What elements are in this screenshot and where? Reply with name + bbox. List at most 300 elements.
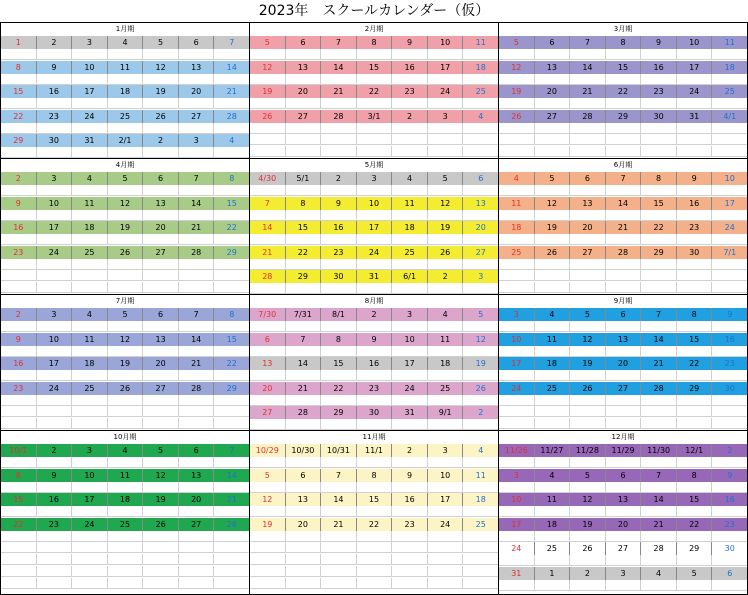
day-cell: 12 — [250, 493, 286, 506]
blank-cell — [357, 146, 393, 157]
blank-cell — [428, 542, 464, 553]
blank-cell — [214, 370, 249, 381]
day-cell: 25 — [712, 85, 747, 98]
day-cell: 24 — [428, 85, 464, 98]
day-cell: 14 — [570, 61, 606, 74]
blank-cell — [535, 185, 571, 196]
blank-row — [1, 321, 249, 332]
day-cell: 15 — [214, 197, 249, 210]
blank-row — [1, 482, 249, 493]
month-title: 10月期 — [113, 433, 137, 441]
blank-cell — [712, 555, 747, 566]
blank-cell — [535, 346, 571, 357]
day-cell: 25 — [499, 246, 535, 259]
blank-cell — [499, 580, 535, 591]
week-row — [1, 85, 249, 98]
blank-cell — [108, 321, 144, 332]
day-cell: 30 — [712, 382, 747, 395]
day-cell: 3 — [37, 308, 73, 321]
day-cell: 2 — [712, 444, 747, 457]
blank-cell — [250, 49, 286, 60]
blank-row — [250, 134, 498, 145]
week-row — [250, 85, 498, 98]
day-cell: 18 — [463, 61, 498, 74]
blank-cell — [37, 395, 73, 406]
blank-cell — [357, 506, 393, 517]
month-title: 9月期 — [613, 297, 633, 305]
blank-cell — [357, 395, 393, 406]
blank-cell — [677, 282, 713, 293]
blank-cell — [677, 580, 713, 591]
day-cell: 11 — [499, 197, 535, 210]
day-cell: 13 — [606, 333, 642, 346]
day-cell: 3 — [499, 308, 535, 321]
day-cell: 10/31 — [321, 444, 357, 457]
week-row — [1, 308, 249, 321]
blank-row — [499, 282, 747, 293]
blank-row — [1, 531, 249, 542]
day-cell: 20 — [250, 382, 286, 395]
day-cell: 9 — [392, 36, 428, 49]
blank-cell — [712, 418, 747, 429]
day-cell: 11/28 — [570, 444, 606, 457]
day-cell: 16 — [1, 221, 37, 234]
day-cell: 21 — [641, 518, 677, 531]
day-cell: 3 — [179, 134, 215, 147]
day-cell: 27 — [143, 246, 179, 259]
blank-cell — [606, 270, 642, 281]
blank-cell — [463, 554, 498, 565]
day-cell: 23 — [1, 246, 37, 259]
week-row — [1, 357, 249, 370]
day-cell: 16 — [1, 357, 37, 370]
blank-cell — [321, 506, 357, 517]
blank-cell — [1, 482, 37, 493]
blank-cell — [214, 98, 249, 109]
week-row — [250, 493, 498, 506]
blank-cell — [143, 506, 179, 517]
blank-cell — [72, 259, 108, 270]
blank-cell — [535, 406, 571, 417]
blank-cell — [712, 531, 747, 542]
day-cell: 2 — [37, 36, 73, 49]
blank-cell — [712, 406, 747, 417]
day-cell: 8 — [286, 197, 322, 210]
day-cell: 23 — [321, 246, 357, 259]
day-cell: 19 — [535, 221, 571, 234]
blank-cell — [641, 418, 677, 429]
blank-cell — [677, 185, 713, 196]
blank-cell — [463, 283, 498, 294]
blank-cell — [499, 259, 535, 270]
day-cell: 10 — [357, 197, 393, 210]
blank-cell — [250, 210, 286, 221]
day-cell: 21 — [214, 85, 249, 98]
day-cell: 22 — [321, 382, 357, 395]
blank-cell — [214, 506, 249, 517]
blank-cell — [641, 259, 677, 270]
blank-cell — [641, 210, 677, 221]
week-row — [1, 518, 249, 531]
day-cell: 29 — [321, 406, 357, 419]
blank-cell — [250, 566, 286, 577]
week-row — [499, 382, 747, 395]
day-cell: 4/1 — [712, 110, 747, 123]
month-title: 6月期 — [613, 161, 633, 169]
day-cell: 6 — [535, 36, 571, 49]
blank-cell — [250, 259, 286, 270]
day-cell: 9 — [37, 469, 73, 482]
blank-cell — [321, 419, 357, 430]
day-cell: 2/1 — [108, 134, 144, 147]
blank-cell — [214, 210, 249, 221]
day-cell: 12 — [250, 61, 286, 74]
day-cell: 8 — [321, 333, 357, 346]
blank-cell — [606, 259, 642, 270]
day-cell: 15 — [321, 357, 357, 370]
blank-cell — [570, 282, 606, 293]
blank-cell — [428, 49, 464, 60]
blank-cell — [250, 98, 286, 109]
day-cell: 22 — [606, 85, 642, 98]
blank-cell — [72, 98, 108, 109]
week-row — [499, 493, 747, 506]
blank-cell — [143, 395, 179, 406]
day-cell: 6/1 — [392, 270, 428, 283]
day-cell: 23 — [677, 221, 713, 234]
day-cell: 25 — [72, 246, 108, 259]
day-cell: 11 — [535, 493, 571, 506]
blank-cell — [677, 418, 713, 429]
day-cell: 7 — [179, 308, 215, 321]
blank-cell — [357, 74, 393, 85]
month-title: 3月期 — [613, 25, 633, 33]
day-cell: 18 — [535, 518, 571, 531]
day-cell: 10 — [392, 333, 428, 346]
blank-cell — [250, 321, 286, 332]
day-cell: 27 — [179, 110, 215, 123]
month-block-10 — [0, 430, 250, 595]
blank-cell — [357, 482, 393, 493]
day-cell: 16 — [37, 85, 73, 98]
day-cell: 7/30 — [250, 308, 286, 321]
blank-cell — [641, 506, 677, 517]
blank-cell — [392, 506, 428, 517]
blank-cell — [72, 542, 108, 553]
blank-row — [250, 578, 498, 589]
day-cell: 8 — [606, 36, 642, 49]
week-row — [250, 172, 498, 185]
blank-row — [1, 234, 249, 245]
blank-cell — [570, 270, 606, 281]
day-cell: 18 — [72, 357, 108, 370]
blank-cell — [641, 146, 677, 157]
blank-cell — [641, 74, 677, 85]
blank-cell — [179, 49, 215, 60]
blank-cell — [37, 98, 73, 109]
blank-cell — [321, 321, 357, 332]
blank-cell — [143, 531, 179, 542]
blank-row — [499, 185, 747, 196]
blank-cell — [357, 234, 393, 245]
blank-cell — [677, 555, 713, 566]
day-cell: 7 — [179, 172, 215, 185]
day-cell: 16 — [392, 61, 428, 74]
blank-row — [499, 49, 747, 60]
week-row — [499, 36, 747, 49]
blank-cell — [499, 346, 535, 357]
day-cell: 28 — [570, 110, 606, 123]
day-cell: 4 — [108, 444, 144, 457]
blank-cell — [606, 395, 642, 406]
blank-cell — [143, 457, 179, 468]
blank-cell — [108, 147, 144, 158]
calendar-grid — [0, 22, 748, 594]
blank-cell — [250, 346, 286, 357]
week-row — [250, 382, 498, 395]
blank-cell — [286, 395, 322, 406]
week-row — [499, 357, 747, 370]
day-cell: 25 — [392, 246, 428, 259]
blank-cell — [677, 270, 713, 281]
blank-cell — [357, 259, 393, 270]
blank-cell — [1, 49, 37, 60]
week-row — [250, 246, 498, 259]
day-cell: 6 — [250, 333, 286, 346]
day-cell: 4 — [72, 172, 108, 185]
day-cell: 13 — [606, 493, 642, 506]
week-row — [250, 518, 498, 531]
blank-row — [250, 321, 498, 332]
blank-cell — [179, 185, 215, 196]
blank-cell — [143, 74, 179, 85]
day-cell: 27 — [143, 382, 179, 395]
day-cell: 25 — [535, 382, 571, 395]
day-cell: 12 — [108, 333, 144, 346]
day-cell: 24 — [499, 382, 535, 395]
blank-row — [250, 49, 498, 60]
day-cell: 18 — [712, 61, 747, 74]
blank-cell — [677, 74, 713, 85]
day-cell: 14 — [321, 61, 357, 74]
blank-cell — [463, 419, 498, 430]
day-cell: 20 — [143, 221, 179, 234]
day-cell: 31 — [677, 110, 713, 123]
day-cell: 30 — [641, 110, 677, 123]
blank-cell — [357, 49, 393, 60]
blank-cell — [179, 542, 215, 553]
blank-cell — [214, 457, 249, 468]
blank-cell — [712, 185, 747, 196]
day-cell: 21 — [321, 518, 357, 531]
blank-cell — [72, 346, 108, 357]
blank-cell — [463, 566, 498, 577]
blank-cell — [37, 457, 73, 468]
day-cell: 12 — [499, 61, 535, 74]
day-cell: 21 — [606, 221, 642, 234]
blank-cell — [463, 346, 498, 357]
day-cell: 27 — [463, 246, 498, 259]
day-cell: 7 — [321, 469, 357, 482]
blank-cell — [179, 531, 215, 542]
blank-cell — [712, 321, 747, 332]
day-cell: 31 — [392, 406, 428, 419]
blank-row — [250, 370, 498, 381]
day-cell: 11/26 — [499, 444, 535, 457]
day-cell: 24 — [357, 246, 393, 259]
blank-row — [1, 554, 249, 565]
blank-cell — [286, 98, 322, 109]
blank-cell — [677, 146, 713, 157]
blank-cell — [428, 554, 464, 565]
day-cell: 29 — [677, 382, 713, 395]
day-cell: 28 — [606, 246, 642, 259]
day-cell: 7 — [570, 36, 606, 49]
blank-cell — [535, 234, 571, 245]
blank-cell — [463, 482, 498, 493]
blank-cell — [321, 234, 357, 245]
day-cell: 22 — [214, 357, 249, 370]
blank-cell — [143, 542, 179, 553]
blank-cell — [357, 542, 393, 553]
blank-cell — [570, 98, 606, 109]
blank-cell — [179, 259, 215, 270]
blank-cell — [179, 346, 215, 357]
day-cell: 14 — [641, 493, 677, 506]
day-cell: 4 — [463, 110, 498, 123]
blank-cell — [463, 578, 498, 589]
blank-cell — [37, 542, 73, 553]
blank-cell — [179, 482, 215, 493]
day-cell: 26 — [143, 110, 179, 123]
day-cell: 8 — [214, 172, 249, 185]
blank-cell — [463, 146, 498, 157]
blank-row — [499, 210, 747, 221]
blank-cell — [606, 49, 642, 60]
blank-cell — [641, 406, 677, 417]
day-cell: 3 — [72, 36, 108, 49]
week-row — [1, 382, 249, 395]
blank-cell — [143, 282, 179, 293]
blank-cell — [641, 395, 677, 406]
day-cell: 28 — [321, 110, 357, 123]
blank-cell — [712, 506, 747, 517]
day-cell: 2 — [1, 172, 37, 185]
blank-cell — [143, 98, 179, 109]
day-cell: 21 — [641, 357, 677, 370]
day-cell: 28 — [286, 406, 322, 419]
blank-cell — [1, 578, 37, 589]
week-row — [499, 110, 747, 123]
blank-cell — [499, 185, 535, 196]
week-row — [1, 172, 249, 185]
blank-cell — [250, 542, 286, 553]
blank-cell — [463, 98, 498, 109]
blank-cell — [463, 49, 498, 60]
week-row — [499, 246, 747, 259]
day-cell: 10 — [677, 36, 713, 49]
day-cell: 14 — [641, 333, 677, 346]
day-cell: 31 — [72, 134, 108, 147]
week-row — [499, 221, 747, 234]
blank-cell — [108, 531, 144, 542]
blank-cell — [463, 234, 498, 245]
day-cell: 27 — [250, 406, 286, 419]
blank-cell — [606, 406, 642, 417]
week-row — [499, 308, 747, 321]
day-cell: 19 — [143, 85, 179, 98]
blank-cell — [463, 531, 498, 542]
day-cell: 23 — [712, 357, 747, 370]
blank-cell — [108, 406, 144, 417]
blank-row — [250, 123, 498, 134]
blank-cell — [321, 554, 357, 565]
day-cell: 10 — [499, 493, 535, 506]
day-cell: 16 — [712, 493, 747, 506]
blank-cell — [286, 566, 322, 577]
blank-cell — [108, 482, 144, 493]
blank-cell — [428, 506, 464, 517]
blank-cell — [250, 457, 286, 468]
day-cell: 8 — [641, 172, 677, 185]
blank-cell — [72, 418, 108, 429]
blank-cell — [392, 321, 428, 332]
blank-cell — [499, 406, 535, 417]
blank-cell — [463, 370, 498, 381]
blank-cell — [641, 321, 677, 332]
day-cell: 12 — [428, 197, 464, 210]
month-block-2 — [249, 22, 499, 159]
blank-cell — [357, 283, 393, 294]
blank-row — [499, 259, 747, 270]
blank-row — [250, 566, 498, 577]
blank-cell — [37, 49, 73, 60]
blank-cell — [570, 370, 606, 381]
week-row — [250, 308, 498, 321]
blank-row — [250, 482, 498, 493]
blank-cell — [37, 147, 73, 158]
blank-row — [1, 259, 249, 270]
day-cell: 20 — [570, 221, 606, 234]
blank-cell — [499, 146, 535, 157]
blank-cell — [214, 406, 249, 417]
day-cell: 13 — [250, 357, 286, 370]
blank-cell — [712, 395, 747, 406]
blank-cell — [108, 49, 144, 60]
day-cell: 7 — [214, 444, 249, 457]
day-cell: 18 — [535, 357, 571, 370]
day-cell: 25 — [535, 542, 571, 555]
blank-cell — [570, 418, 606, 429]
day-cell: 27 — [570, 246, 606, 259]
blank-cell — [179, 270, 215, 281]
blank-cell — [37, 346, 73, 357]
week-row — [250, 357, 498, 370]
day-cell: 18 — [108, 493, 144, 506]
day-cell: 6 — [179, 36, 215, 49]
blank-cell — [606, 134, 642, 145]
blank-row — [1, 49, 249, 60]
day-cell: 2 — [463, 406, 498, 419]
blank-cell — [677, 531, 713, 542]
blank-row — [250, 395, 498, 406]
day-cell: 5 — [108, 308, 144, 321]
day-cell: 10 — [37, 197, 73, 210]
blank-cell — [357, 566, 393, 577]
day-cell: 18 — [392, 221, 428, 234]
blank-cell — [463, 185, 498, 196]
day-cell: 11 — [463, 36, 498, 49]
